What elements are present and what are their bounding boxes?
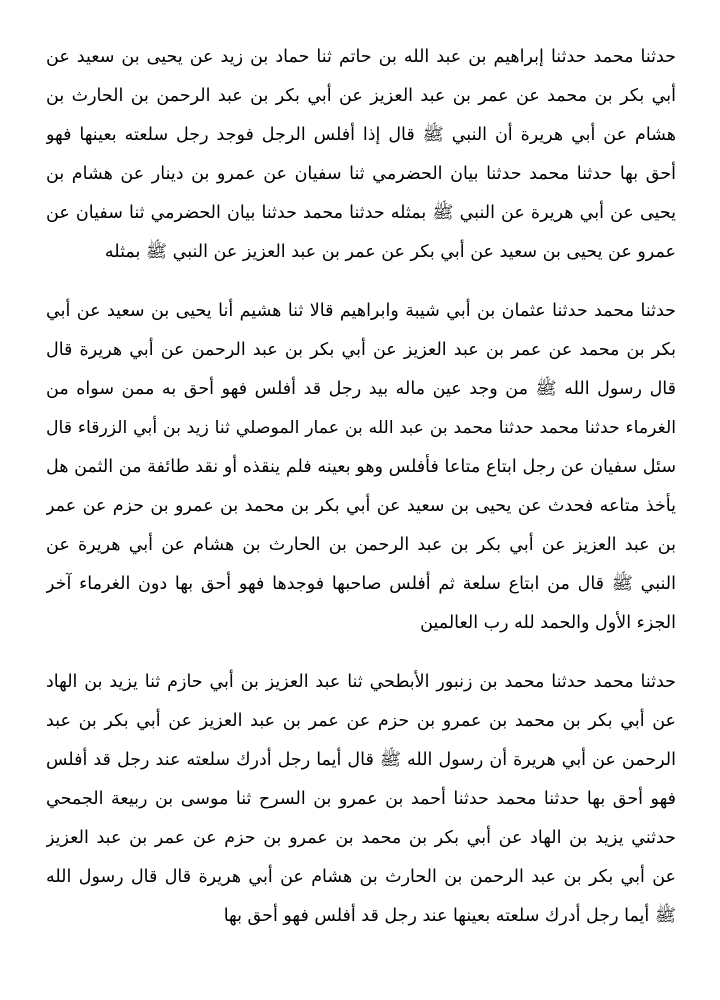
text-line: فهو أحق بها حدثنا محمد حدثنا أحمد بن عمرو بن السرح ثنا موسى بن ربيعة الجمحي [46, 789, 676, 809]
text-line: الرحمن عن أبي هريرة أن رسول الله ﷺ قال أيما رجل أدرك سلعته عند رجل قد أفلس [46, 750, 676, 770]
text-line: بن عبد العزيز عن أبي بكر بن عبد الرحمن بن الحارث بن هشام عن أبي هريرة عن [46, 535, 676, 555]
text-line: حدثنا محمد حدثنا محمد بن زنبور الأبطحي ثنا عبد العزيز بن أبي حازم ثنا يزيد بن الهاد [46, 672, 676, 692]
paragraph-1 [46, 38, 676, 272]
text-line: حدثنا محمد حدثنا عثمان بن أبي شيبة وابراهيم قالا ثنا هشيم أنا يحيى بن سعيد عن أبي [46, 301, 676, 321]
text-line: عن أبي بكر بن عبد الرحمن بن الحارث بن هشام عن أبي هريرة قال قال رسول الله [46, 867, 676, 887]
text-line: قال رسول الله ﷺ من وجد عين ماله بيد رجل قد أفلس فهو أحق به ممن سواه من [46, 379, 676, 399]
document-page [46, 38, 676, 956]
text-line: يأخذ متاعه فحدث عن يحيى بن سعيد عن أبي بكر بن محمد بن عمرو بن حزم عن عمر [46, 496, 676, 516]
text-line: سئل سفيان عن رجل ابتاع متاعا فأفلس وهو بعينه فلم ينقذه أو نقد طائفة من الثمن هل [46, 457, 676, 477]
text-line: حدثنا محمد حدثنا إبراهيم بن عبد الله بن حاتم ثنا حماد بن زيد عن يحيى بن سعيد عن [46, 47, 676, 67]
text-line: الجزء الأول والحمد لله رب العالمين [420, 613, 676, 633]
paragraph-3 [46, 663, 676, 936]
paragraph-2 [46, 292, 676, 643]
text-line: أحق بها حدثنا محمد حدثنا بيان الحضرمي ثنا سفيان عن عمرو بن دينار عن هشام بن [46, 164, 676, 184]
text-line: بكر بن محمد عن عمر بن عبد العزيز عن أبي بكر بن عبد الرحمن عن أبي هريرة قال [46, 340, 676, 360]
text-line: حدثني يزيد بن الهاد عن أبي بكر بن محمد بن عمرو بن حزم عن عمر بن عبد العزيز [46, 828, 676, 848]
text-line: عن أبي بكر بن محمد بن عمرو بن حزم عن عمر بن عبد العزيز عن أبي بكر بن عبد [46, 711, 676, 731]
text-line: النبي ﷺ قال من ابتاع سلعة ثم أفلس صاحبها فوجدها فهو أحق بها دون الغرماء آخر [46, 574, 676, 594]
text-line: أبي بكر بن محمد عن عمر بن عبد العزيز عن أبي بكر بن عبد الرحمن بن الحارث بن [46, 86, 676, 106]
text-line: ﷺ أيما رجل أدرك سلعته بعينها عند رجل قد أفلس فهو أحق بها [223, 906, 676, 926]
text-line: هشام عن أبي هريرة أن النبي ﷺ قال إذا أفلس الرجل فوجد رجل سلعته بعينها فهو [46, 125, 676, 145]
text-line: الغرماء حدثنا محمد حدثنا محمد بن عبد الله بن عمار الموصلي ثنا زيد بن أبي الزرقاء قال [46, 418, 676, 438]
text-line: يحيى عن أبي هريرة عن النبي ﷺ بمثله حدثنا محمد حدثنا بيان الحضرمي ثنا سفيان عن [46, 203, 676, 223]
text-line: عمرو عن يحيى بن سعيد عن أبي بكر عن عمر بن عبد العزيز عن النبي ﷺ بمثله [104, 242, 676, 262]
